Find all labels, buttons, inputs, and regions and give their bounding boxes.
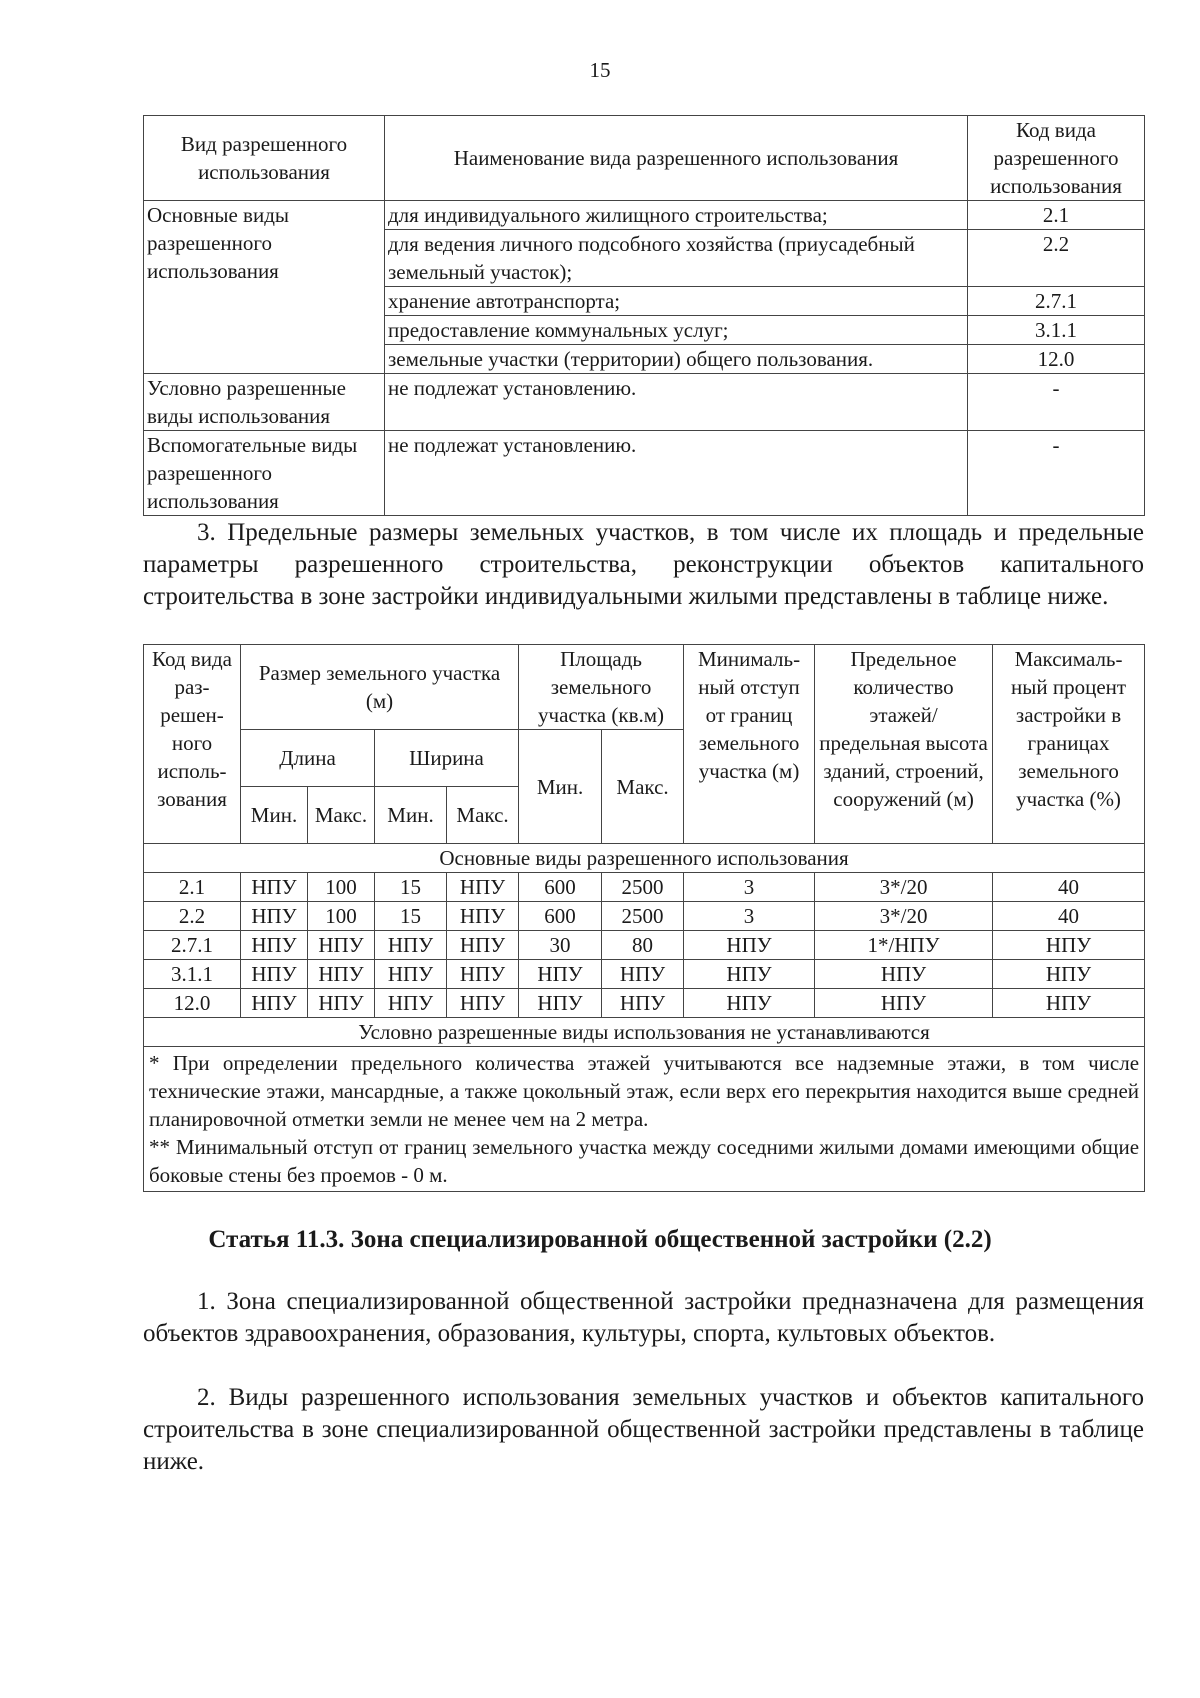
- cell: НПУ: [375, 989, 447, 1018]
- cell: 2.2: [144, 902, 241, 931]
- cell: НПУ: [447, 989, 519, 1018]
- paragraph-article-2-text: 2. Виды разрешенного использования земельных участков и объектов капитального строительства в зоне специализированной общественной застройки представлены в таблице ниже.: [143, 1384, 1144, 1475]
- note-floors: * При определении предельного количества этажей учитываются все надземные этажи, в том числе технические этажи, мансардные, а также цокольный этаж, если верх его перекрытия находится выше средней планировочной отметки земли не менее чем на 2 метра.: [149, 1051, 1140, 1131]
- notes-row: [144, 1047, 1145, 1192]
- section-row: [144, 1018, 1145, 1047]
- cell: 2.1: [144, 873, 241, 902]
- use-name: хранение автотранспорта;: [385, 287, 968, 316]
- cell: 3*/20: [815, 873, 993, 902]
- paragraph-article-1-text: 1. Зона специализированной общественной застройки предназначена для размещения объектов здравоохранения, образования, культуры, спорта, культовых объектов.: [143, 1288, 1144, 1347]
- cell: НПУ: [447, 931, 519, 960]
- cell: НПУ: [241, 902, 308, 931]
- cell: НПУ: [308, 989, 375, 1018]
- table-notes: [144, 1047, 1145, 1192]
- cell: НПУ: [308, 960, 375, 989]
- table-row: [144, 873, 1145, 902]
- main-group-label: Основные виды разрешенного использования: [144, 201, 385, 374]
- use-code: 2.7.1: [968, 287, 1145, 316]
- cell: НПУ: [447, 873, 519, 902]
- cell: НПУ: [375, 931, 447, 960]
- use-code: 2.2: [968, 230, 1145, 287]
- conditional-code: -: [968, 374, 1145, 431]
- cell: 3.1.1: [144, 960, 241, 989]
- table-row: [144, 374, 1145, 431]
- auxiliary-code: -: [968, 431, 1145, 516]
- cell: 15: [375, 902, 447, 931]
- cell: 40: [993, 873, 1145, 902]
- header-coverage: Максималь- ный процент застройки в границах земельного участка (%): [993, 645, 1145, 844]
- cell: НПУ: [519, 989, 602, 1018]
- paragraph-3-text: 3. Предельные размеры земельных участков, в том числе их площадь и предельные параметры разрешенного строительства, реконструкции объектов капитального строительства в зоне застройки индивидуальными жилыми представлены в таблице ниже.: [143, 519, 1144, 610]
- header-width-min: Мин.: [375, 787, 447, 844]
- conditional-name: не подлежат установлению.: [385, 374, 968, 431]
- auxiliary-label: Вспомогательные виды разрешенного использования: [144, 431, 385, 516]
- use-name: для ведения личного подсобного хозяйства (приусадебный земельный участок);: [385, 230, 968, 287]
- parameters-table: [143, 644, 1145, 1192]
- cell: 2500: [602, 873, 684, 902]
- use-code: 3.1.1: [968, 316, 1145, 345]
- header-length: Длина: [241, 730, 375, 787]
- cell: 3: [684, 873, 815, 902]
- cell: 1*/НПУ: [815, 931, 993, 960]
- cell: НПУ: [308, 931, 375, 960]
- use-name: земельные участки (территории) общего пользования.: [385, 345, 968, 374]
- cell: НПУ: [684, 931, 815, 960]
- header-use-code: Код вида разрешенного использования: [968, 116, 1145, 201]
- cell: НПУ: [241, 989, 308, 1018]
- table-row: [144, 931, 1145, 960]
- note-setback: ** Минимальный отступ от границ земельного участка между соседними жилыми домами имеющими общие боковые стены без проемов - 0 м.: [149, 1135, 1140, 1187]
- cell: НПУ: [993, 989, 1145, 1018]
- cell: 600: [519, 873, 602, 902]
- cell: 12.0: [144, 989, 241, 1018]
- cell: НПУ: [447, 902, 519, 931]
- cell: НПУ: [602, 960, 684, 989]
- auxiliary-name: не подлежат установлению.: [385, 431, 968, 516]
- table-header-row: [144, 645, 1145, 730]
- paragraph-article-1: [143, 1286, 1144, 1350]
- use-name: для индивидуального жилищного строительства;: [385, 201, 968, 230]
- cell: 2.7.1: [144, 931, 241, 960]
- cell: 100: [308, 902, 375, 931]
- section-conditional: Условно разрешенные виды использования не устанавливаются: [144, 1018, 1145, 1047]
- table-row: [144, 960, 1145, 989]
- cell: 3*/20: [815, 902, 993, 931]
- cell: НПУ: [241, 931, 308, 960]
- cell: 15: [375, 873, 447, 902]
- conditional-label: Условно разрешенные виды использования: [144, 374, 385, 431]
- table-row: [144, 989, 1145, 1018]
- paragraph-3: [143, 517, 1144, 613]
- cell: НПУ: [447, 960, 519, 989]
- table-row: [144, 201, 1145, 230]
- paragraph-article-2: [143, 1382, 1144, 1478]
- header-size: Размер земельного участка (м): [241, 645, 519, 730]
- cell: 3: [684, 902, 815, 931]
- table-header-row: [144, 116, 1145, 201]
- header-width-max: Макс.: [447, 787, 519, 844]
- permitted-use-table: [143, 115, 1145, 516]
- cell: НПУ: [602, 989, 684, 1018]
- cell: НПУ: [241, 873, 308, 902]
- header-width: Ширина: [375, 730, 519, 787]
- cell: НПУ: [241, 960, 308, 989]
- header-use-name: Наименование вида разрешенного использования: [385, 116, 968, 201]
- cell: 2500: [602, 902, 684, 931]
- section-main: Основные виды разрешенного использования: [144, 844, 1145, 873]
- header-setback: Минималь- ный отступ от границ земельного участка (м): [684, 645, 815, 844]
- cell: НПУ: [815, 960, 993, 989]
- cell: 40: [993, 902, 1145, 931]
- header-floors: Предельное количество этажей/ предельная высота зданий, строений, сооружений (м): [815, 645, 993, 844]
- header-code: Код вида раз- решен- ного исполь- зования: [144, 645, 241, 844]
- header-area-max: Макс.: [602, 730, 684, 844]
- cell: 600: [519, 902, 602, 931]
- use-name: предоставление коммунальных услуг;: [385, 316, 968, 345]
- header-length-max: Макс.: [308, 787, 375, 844]
- page-number: 15: [589, 58, 611, 82]
- table-row: [144, 431, 1145, 516]
- cell: НПУ: [519, 960, 602, 989]
- cell: 100: [308, 873, 375, 902]
- section-row: [144, 844, 1145, 873]
- article-heading: Статья 11.3. Зона специализированной общественной застройки (2.2): [208, 1226, 992, 1253]
- use-code: 2.1: [968, 201, 1145, 230]
- cell: НПУ: [993, 960, 1145, 989]
- table-row: [144, 902, 1145, 931]
- cell: НПУ: [993, 931, 1145, 960]
- cell: НПУ: [375, 960, 447, 989]
- use-code: 12.0: [968, 345, 1145, 374]
- header-length-min: Мин.: [241, 787, 308, 844]
- header-area-min: Мин.: [519, 730, 602, 844]
- cell: 80: [602, 931, 684, 960]
- header-use-type: Вид разрешенного использования: [144, 116, 385, 201]
- header-area: Площадь земельного участка (кв.м): [519, 645, 684, 730]
- cell: НПУ: [815, 989, 993, 1018]
- cell: НПУ: [684, 960, 815, 989]
- cell: НПУ: [684, 989, 815, 1018]
- cell: 30: [519, 931, 602, 960]
